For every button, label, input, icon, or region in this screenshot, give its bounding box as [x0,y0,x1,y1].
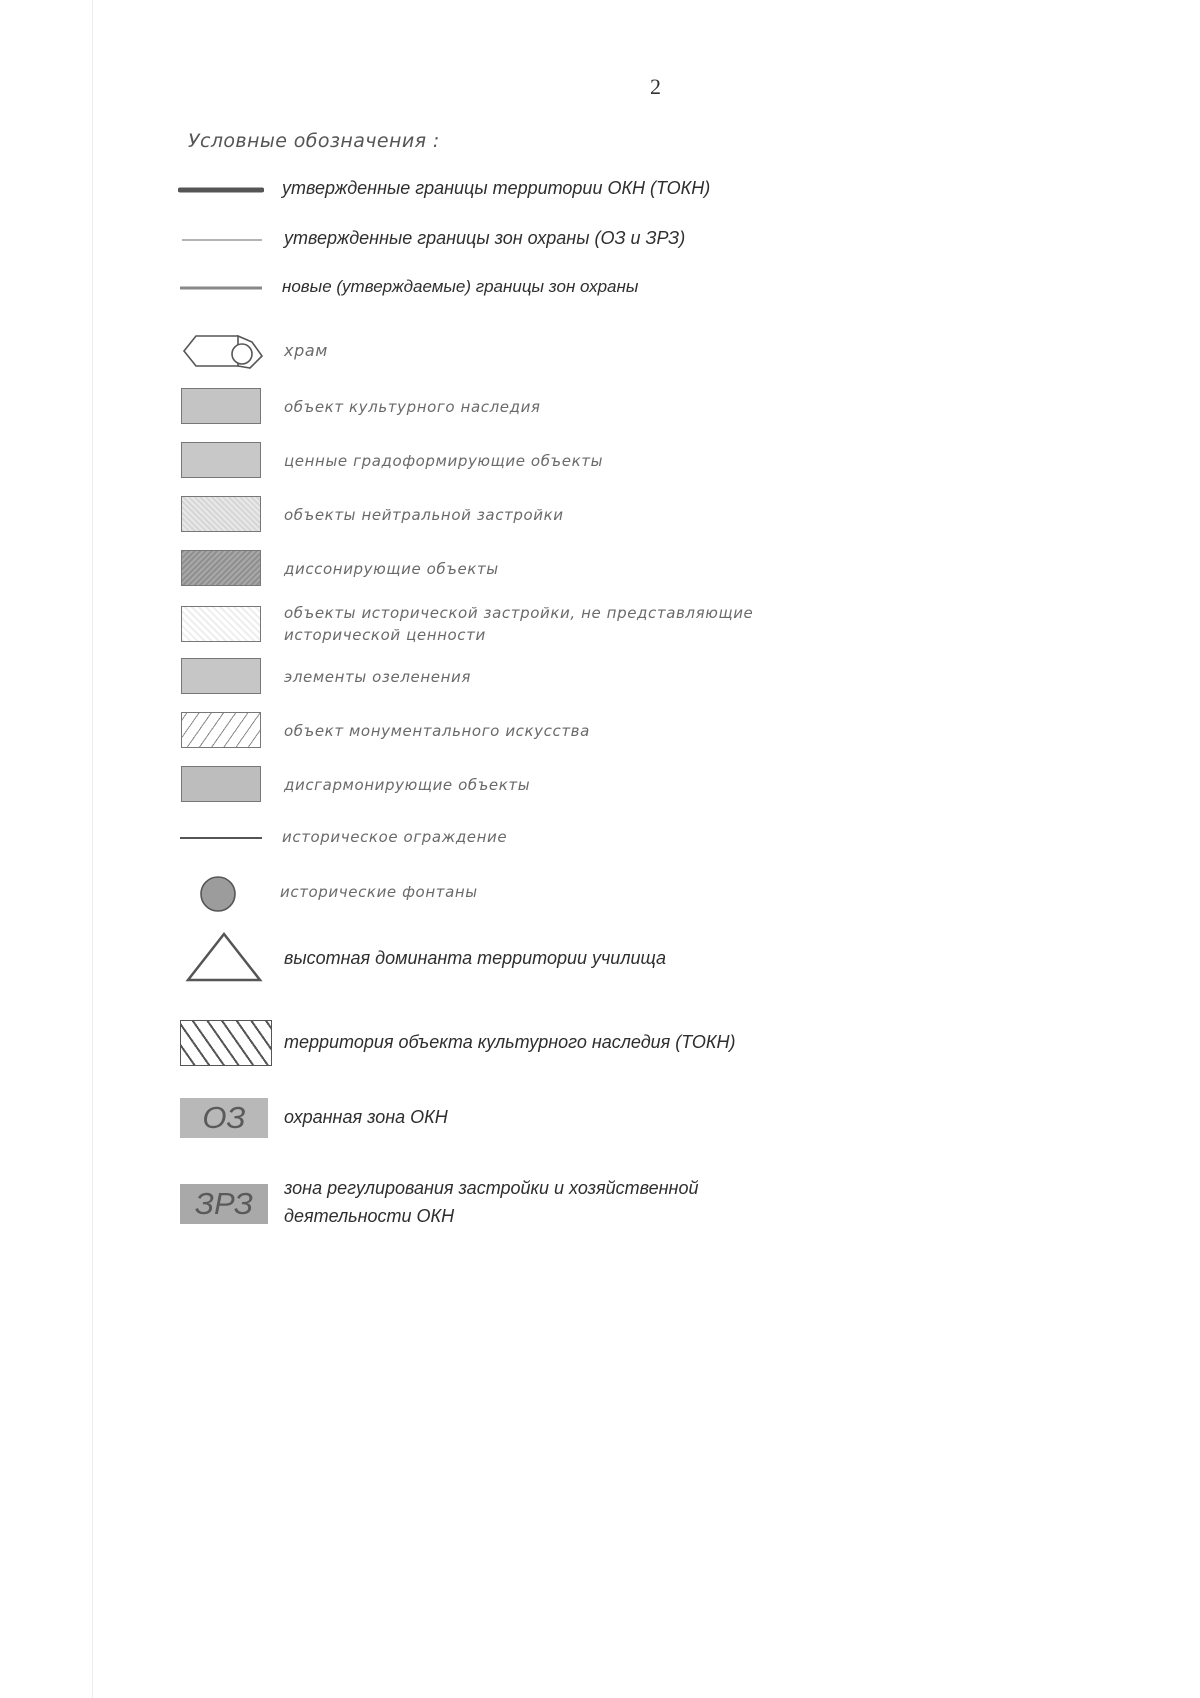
legend-label-line2: исторической ценности [284,626,486,644]
legend-label: объект монументального искусства [284,722,590,740]
legend-label: высотная доминанта территории училища [284,948,667,968]
gray-fill-swatch [181,442,261,478]
legend-label: утвержденные границы территории ОКН (ТОКН) [282,178,711,198]
legend-label-line1: объекты исторической застройки, не представляющие [284,604,754,622]
legend-item-valuable-objects [0,442,1200,482]
legend-item-historic-no-value [0,604,1200,652]
dark-fill-swatch [181,550,261,586]
legend-label: элементы озеленения [284,668,471,686]
legend-item-cultural-heritage [0,388,1200,428]
temple-icon [180,332,270,372]
legend-item-okn-boundary [0,175,1200,205]
legend-label: храм [284,341,328,360]
legend-item-historic-fence [0,825,1200,855]
legend-item-new-zone-boundary [0,273,1200,303]
legend-label-line2: деятельности ОКН [284,1206,455,1226]
legend-label: объекты нейтральной застройки [284,506,564,524]
gray-fill-swatch [181,388,261,424]
legend-item-neutral-objects [0,496,1200,536]
triangle-icon [184,930,264,984]
legend-label: историческое ограждение [282,828,508,846]
legend-label: ценные градоформирующие объекты [284,452,604,470]
legend-item-zone-boundary [0,225,1200,255]
legend-label: утвержденные границы зон охраны (ОЗ и ЗРЗ) [284,228,686,248]
legend-label: территория объекта культурного наследия (ТОКН) [284,1032,736,1052]
zone-code-box: ЗРЗ [180,1184,268,1224]
line-thin-icon [178,833,264,843]
zone-code-box: ОЗ [180,1098,268,1138]
hatch-swatch [181,712,261,748]
line-light-icon [180,235,264,245]
legend-item-greenery [0,658,1200,698]
legend-label: дисгармонирующие объекты [284,776,531,794]
legend-item-height-dominant [0,930,1200,986]
legend-label [284,1174,698,1230]
page-number: 2 [650,74,661,99]
legend-item-dissonant-objects [0,550,1200,590]
gray-fill-swatch [181,766,261,802]
legend-label-line1: зона регулирования застройки и хозяйственной [284,1178,699,1198]
legend-label: исторические фонтаны [280,883,478,901]
legend-label: охранная зона ОКН [284,1107,448,1127]
legend-item-monument-art [0,712,1200,752]
legend-label: диссонирующие объекты [284,560,499,578]
legend-title: Условные обозначения : [188,130,440,152]
legend-label: объект культурного наследия [284,398,541,416]
legend-item-okn-territory [0,1018,1200,1068]
legend-item-historic-fountains [0,872,1200,916]
legend-label: новые (утверждаемые) границы зон охраны [282,277,639,296]
legend-item-disharmonious-objects [0,766,1200,806]
legend-item-protection-zone [0,1096,1200,1140]
line-medium-icon [178,283,264,293]
diagonal-hatch-swatch [180,1020,272,1066]
legend-label [284,602,753,646]
circle-icon [198,874,238,914]
line-dark-icon [178,185,264,195]
white-fill-swatch [181,606,261,642]
light-fill-swatch [181,496,261,532]
legend-item-temple [0,330,1200,372]
gray-fill-swatch [181,658,261,694]
legend-item-regulation-zone [0,1174,1200,1230]
